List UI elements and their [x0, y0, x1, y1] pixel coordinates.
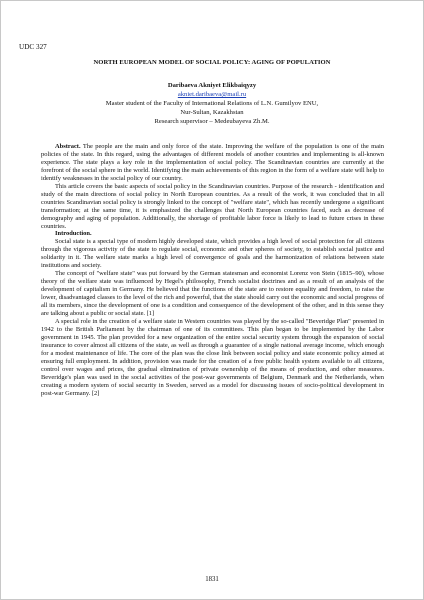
- author-affiliation: Master student of the Faculty of International Relations of L.N. Gumilyov ENU,: [105, 100, 319, 107]
- author-name: Daribaeva Akniyet Elikbaiqyzy: [167, 82, 257, 89]
- abstract-text: The people are the main and only force of the state. Improving the welfare of the population is one of the main policies of the state. In this regard, using the advantages of different models of another countries and implementing is all-known experience. The state plays a key role in the implementation of social policy. The Scandinavian countries are currently at the forefront of the social sphere in the world. Identifying the main achievements of this region in the form of a welfare state will help to identify weaknesses in the social policy of our country.: [41, 143, 384, 182]
- abstract-paragraph: [41, 143, 384, 183]
- author-city: Nur-Sultan, Kazakhstan: [180, 109, 244, 116]
- introduction-paragraph-3: A special role in the creation of a welfare state in Western countries was played by the so-called "Beveridge Plan" presented in 1942 to the British Parliament by the chairman of one of its committees. This plan began to be implemented by the Labor government in 1945. The plan provided for a new organization of the entire social security system through the expansion of social insurance to cover almost all citizens of the state, as well as through a guarantee of a single national average income, which enough for a modest maintenance of life. The core of the plan was the close link between social policy and state economic policy aimed at ensuring full employment. In addition, provision was made for the creation of a free public health system available to all citizens, control over wages and prices, the gradual elimination of private ownership of the means of production, and other measures. Beveridge's plan was used in the social activities of the post-war governments of Belgium, Denmark and the Netherlands, when creating a modern system of social security in Sweden, served as a model for discussing issues of socio-political development in post-war Germany. [2]: [41, 317, 384, 397]
- udc-code: UDC 327: [19, 43, 47, 51]
- abstract-label: Abstract.: [55, 143, 81, 150]
- introduction-heading: Introduction.: [55, 230, 92, 238]
- author-block: [1, 81, 423, 126]
- introduction-paragraph-1: Social state is a special type of modern highly developed state, which provides a high level of social protection for all citizens through the vigorous activity of the state to regulate social, economic and other spheres of society, to establish social justice and solidarity in it. The welfare state marks a high level of convergence of goals and the harmonization of relations between state institutions and society.: [41, 238, 384, 270]
- research-supervisor: Research supervisor – Medeubayeva Zh.M.: [154, 118, 270, 125]
- article-body: [41, 143, 384, 398]
- author-email-link[interactable]: akniet.daribaeva@mail.ru: [177, 91, 247, 98]
- introduction-paragraph-2: The concept of "welfare state" was put forward by the German statesman and economist Lorenz von Stein (1815–90), whose theory of the welfare state was influenced by Hegel's philosophy, French socialist doctrines and as a result of an analysis of the development of capitalism in Germany. He believed that the functions of the state are to restore equality and freedom, to raise the lower, disadvantaged classes to the level of the rich and powerful, that the state should carry out the economic and social progress of all its members, since the development of one is a condition and consequence of the development of the other, and in this sense they are talking about a public or social state. [1]: [41, 270, 384, 318]
- article-title: NORTH EUROPEAN MODEL OF SOCIAL POLICY: AGING OF POPULATION: [93, 59, 331, 66]
- abstract-paragraph-2: This article covers the basic aspects of social policy in the Scandinavian countries. Purpose of the research - identification and study of the main directions of social policy in North European countries. As a result of the work, it was concluded that in all countries Scandinavian social policy is strongly linked to the concept of "welfare state", which has recently undergone a significant transformation; at the same time, it is emphasized the challenges that North European countries faced, such as decrease of demography and aging of population. Additionally, the shortage of profitable labor force is likely to lead to future crises in these countries.: [41, 182, 384, 230]
- page-number: 1831: [205, 576, 219, 583]
